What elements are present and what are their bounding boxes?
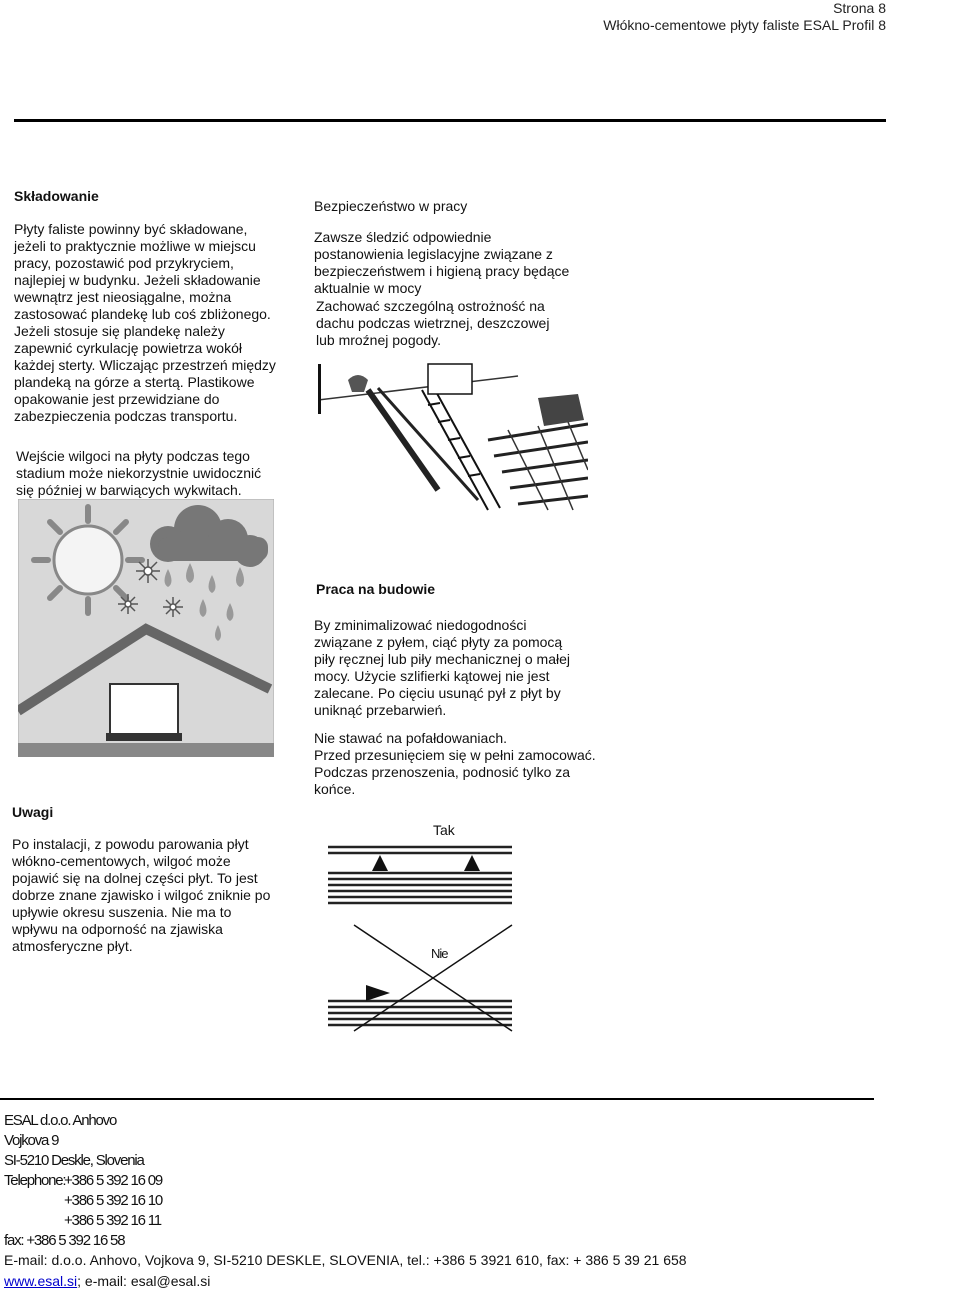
roof-box-icon <box>428 364 472 394</box>
cross-out-icon <box>354 925 512 1031</box>
moisture-text: Wejście wilgoci na płyty podczas tego stadium może niekorzystnie uwidocznić się później w barwiących wykwitach. <box>16 448 262 498</box>
safety-text-1: Zawsze śledzić odpowiednie postanowienia legislacyjne związane z bezpieczeństwem i higieną pracy będące aktualnie w mocy <box>314 229 570 296</box>
site-heading: Praca na budowie <box>316 581 436 597</box>
footer-city: SI-5210 Deskle, Slovenia <box>4 1152 144 1169</box>
footer-street: Vojkova 9 <box>4 1132 59 1149</box>
document-title: Włókno-cementowe płyty faliste ESAL Profil 8 <box>603 17 886 33</box>
support-arrow-icons <box>372 855 480 871</box>
footer-tel-2: +386 5 392 16 10 <box>64 1192 162 1209</box>
footer-company: ESAL d.o.o. Anhovo <box>4 1112 117 1129</box>
header <box>603 0 886 34</box>
footer-tel-1: +386 5 392 16 09 <box>64 1172 162 1189</box>
handling-diagram <box>314 815 534 1035</box>
safety-text-2: Zachować szczególną ostrożność na dachu podczas wietrznej, deszczowej lub mroźnej pogody. <box>316 298 550 348</box>
push-arrow-icon <box>366 985 390 1001</box>
footer-tel-3: +386 5 392 16 11 <box>64 1212 161 1229</box>
footer-contact-line <box>4 1273 210 1289</box>
weather-illustration <box>18 499 274 757</box>
header-rule <box>14 119 886 122</box>
roof-work-illustration <box>318 360 588 520</box>
safety-heading: Bezpieczeństwo w pracy <box>314 198 468 214</box>
sun-icon <box>34 507 142 613</box>
site-text-2: Nie stawać na pofałdowaniach. Przed przesunięciem się w pełni zamocować. Podczas przenoszenia, podnosić tylko za końce. <box>314 730 596 797</box>
board-stack-icon <box>110 684 178 734</box>
label-yes: Tak <box>433 822 455 838</box>
notes-text: Po instalacji, z powodu parowania płyt włókno-cementowych, wilgoć może pojawić się na dolnej części płyt. To jest dobrze znane zjawisko i wilgoć zniknie po upływie okresu suszenia. Nie ma to wpływu na odporność na zjawiska atmosferyczne płyt. <box>12 836 271 954</box>
footer-email-2: ; e-mail: esal@esal.si <box>77 1273 211 1289</box>
site-text-1: By zminimalizować niedogodności związane z pyłem, ciąć płyty za pomocą piły ręcznej lub piły mechanicznej o małej mocy. Użycie szlifierki kątowej nie jest zalecane. Po cięciu usunąć pył z płyt by uniknąć przebarwień. <box>314 617 571 718</box>
notes-heading: Uwagi <box>12 804 54 820</box>
storage-text: Płyty faliste powinny być składowane, jeżeli to praktycznie możliwe w miejscu pracy, pozostawić pod przykryciem, najlepiej w budynku. Jeżeli składowanie wewnątrz jest nieosiągalne, można zastosować plandekę lub coś zbliżonego. Jeżeli stosuje się plandekę należy zapewnić cyrkulację powietrza wokół każdej sterty. Wliczając przestrzeń między plandeką na górze a stertą. Plastikowe opakowanie jest przewidziane do zabezpieczenia podczas transportu. <box>14 221 276 424</box>
footer-fax: fax: +386 5 392 16 58 <box>4 1232 125 1249</box>
footer-rule <box>0 1098 874 1100</box>
correct-stack-icon <box>328 847 512 903</box>
footer-email-line: E-mail: d.o.o. Anhovo, Vojkova 9, SI-5210 DESKLE, SLOVENIA, tel.: +386 5 3921 610, fax: + 386 5 39 21 658 <box>4 1252 687 1268</box>
label-no: Nie <box>431 946 448 961</box>
storage-heading: Składowanie <box>14 188 99 204</box>
page-number: Strona 8 <box>833 0 886 16</box>
website-link[interactable]: www.esal.si <box>4 1273 78 1289</box>
footer-telephone-label: Telephone: <box>4 1172 66 1189</box>
